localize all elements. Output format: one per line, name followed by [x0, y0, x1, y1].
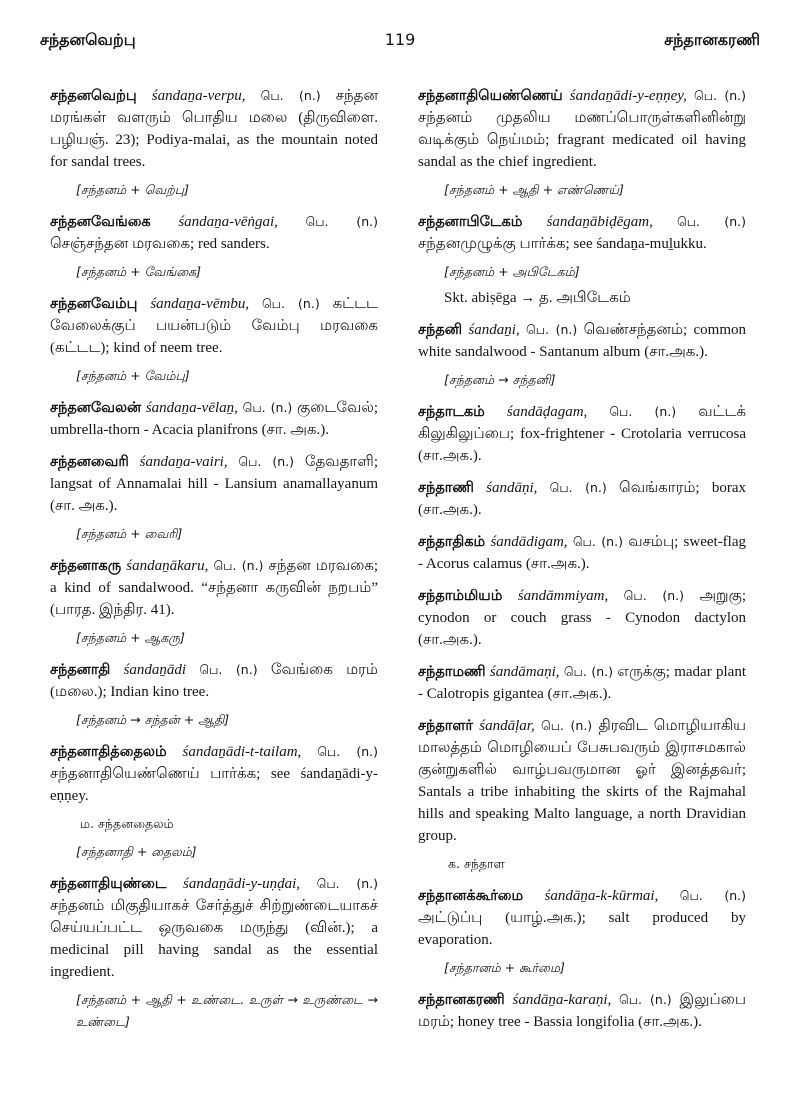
definition: சந்தனம் மிகுதியாகச் சேர்த்துச் சிற்றுண்டையாகச் செய்யப்பட்ட ஒருவகை மருந்து (வின்.); a medicinal pill having sandal as the essential ingredient.: [50, 898, 378, 980]
headword: சந்தனவெற்பு: [50, 88, 137, 104]
definition: சந்தனாதியெண்ணெய் பார்க்க; see śandaṉādi-y-eṇṇey.: [50, 766, 378, 804]
etymology: [சந்தனம் + வேங்கை]: [76, 264, 202, 279]
definition: செஞ்சந்தன மரவகை; red sanders.: [50, 236, 270, 252]
etymology: [சந்தனாதி + தைலம்]: [76, 844, 197, 859]
dictionary-entry: [418, 885, 746, 979]
headword: சந்தாதிகம்: [418, 534, 486, 550]
dictionary-entry: [50, 85, 378, 201]
part-of-speech: பெ. (n.): [260, 88, 321, 103]
dictionary-entry: [50, 555, 378, 649]
cognate: ம. சந்தனதைலம்: [80, 816, 174, 831]
etymology: [சந்தனம் + வெற்பு]: [76, 182, 189, 197]
transliteration: śandaṉi,: [468, 322, 520, 338]
definition: கட்டட வேலைக்குப் பயன்படும் வேம்பு மரவகை (கட்டட); kind of neem tree.: [50, 296, 378, 356]
transliteration: śandaṉākaru,: [126, 558, 209, 574]
transliteration: śandaṉa-vēṅgai,: [178, 214, 278, 230]
headword: சந்தாளர்: [418, 718, 474, 734]
running-head-right: சந்தானகரணி: [664, 30, 760, 49]
transliteration: śandaṉābiḍēgam,: [546, 214, 653, 230]
definition: சந்தனமுழுக்கு பார்க்க; see śandaṉa-muḻukku.: [418, 236, 707, 252]
part-of-speech: பெ. (n.): [213, 558, 264, 573]
cognate: க. சந்தாள: [448, 856, 505, 871]
dictionary-entry: [418, 401, 746, 467]
part-of-speech: பெ. (n.): [316, 876, 378, 891]
part-of-speech: பெ. (n.): [619, 992, 672, 1007]
headword: சந்தனி: [418, 322, 463, 338]
transliteration: śandādigam,: [490, 534, 568, 550]
transliteration: śandaṉādi-y-eṇṇey,: [569, 88, 687, 104]
definition: குடைவேல்; umbrella-thorn - Acacia planifrons (சா. அக.).: [50, 400, 378, 438]
headword: சந்தானக்கூர்மை: [418, 888, 524, 904]
part-of-speech: பெ. (n.): [563, 664, 613, 679]
part-of-speech: பெ. (n.): [541, 718, 593, 733]
headword: சந்தானகரணி: [418, 992, 505, 1008]
definition: அட்டுப்பு (யாழ்.அக.); salt produced by evaporation.: [418, 910, 746, 948]
part-of-speech: பெ. (n.): [679, 888, 746, 903]
etymology: [சந்தனம் + ஆகரு]: [76, 630, 185, 645]
etymology: [சந்தனம் + அபிடேகம்]: [444, 264, 580, 279]
definition: வேங்கை மரம் (மலை.); Indian kino tree.: [50, 662, 378, 700]
dictionary-entry: [418, 211, 746, 309]
part-of-speech: பெ. (n.): [526, 322, 578, 337]
part-of-speech: பெ. (n.): [317, 744, 378, 759]
definition: தேவதாளி; langsat of Annamalai hill - Lansium anamallayanum (சா. அக.).: [50, 454, 378, 514]
page-header: [40, 30, 760, 54]
headword: சந்தனவைரி: [50, 454, 129, 470]
part-of-speech: பெ. (n.): [676, 214, 747, 229]
headword: சந்தனாதியெண்ணெய்: [418, 88, 563, 104]
part-of-speech: பெ. (n.): [199, 662, 258, 677]
dictionary-entry: [418, 85, 746, 201]
definition: சந்தன மரவகை; a kind of sandalwood. “சந்தனா கருவின் நறபம்” (பாரத. இந்திர. 41).: [50, 558, 379, 618]
dictionary-entry: [418, 531, 746, 575]
headword: சந்தனாதியுண்டை: [50, 876, 167, 892]
headword: சந்தனவேலன்: [50, 400, 142, 416]
transliteration: śandāṉa-k-kūrmai,: [544, 888, 659, 904]
definition: வட்டக் கிலுகிலுப்பை; fox-frightener - Crotolaria verrucosa (சா.அக.).: [418, 404, 747, 464]
transliteration: śandāmaṇi,: [489, 664, 560, 680]
dictionary-entry: [50, 659, 378, 731]
etymology: [சந்தானம் + கூர்மை]: [444, 960, 565, 975]
part-of-speech: பெ. (n.): [242, 400, 293, 415]
transliteration: śandaṉa-vēmbu,: [150, 296, 250, 312]
headword: சந்தாமணி: [418, 664, 486, 680]
dictionary-entry: [50, 741, 378, 863]
dictionary-entry: [50, 293, 378, 387]
part-of-speech: பெ. (n.): [693, 88, 746, 103]
etymology: [சந்தனம் → சந்தன் + ஆதி]: [76, 712, 230, 727]
etymology: [சந்தனம் + ஆதி + உண்டை. உருள் → உருண்டை → உண்டை]: [76, 992, 378, 1029]
etymology: [சந்தனம் + வேம்பு]: [76, 368, 190, 383]
transliteration: śandāḷar,: [479, 718, 535, 734]
part-of-speech: பெ. (n.): [609, 404, 677, 419]
definition: சந்தனம் முதலிய மணப்பொருள்களினின்று வடிக்கும் நெய்மம்; fragrant medicated oil having sandal as the chief ingredient.: [418, 110, 746, 170]
headword: சந்தாடகம்: [418, 404, 485, 420]
part-of-speech: பெ. (n.): [238, 454, 295, 469]
dictionary-entry: [50, 451, 378, 545]
transliteration: śandāmmiyam,: [517, 588, 609, 604]
transliteration: śandaṉādi-t-tailam,: [182, 744, 302, 760]
transliteration: śandaṉa-verpu,: [151, 88, 246, 104]
definition: திரவிட மொழியாகிய மாலத்தம் மொழியைப் பேசுபவரும் இராசமகால் குன்றுகளில் வாழ்பவருமான ஓர் இனத்தவர்; Santals a tribe inhabiting the skirts of the Rajmahal hills and speaking Malto language, a north Dravidian group.: [418, 718, 746, 844]
part-of-speech: பெ. (n.): [623, 588, 684, 603]
headword: சந்தாணி: [418, 480, 474, 496]
headword: சந்தனவேம்பு: [50, 296, 138, 312]
headword: சந்தனாகரு: [50, 558, 122, 574]
transliteration: śandaṉa-vēlaṉ,: [145, 400, 238, 416]
etymology: [சந்தனம் + வைரி]: [76, 526, 183, 541]
definition: வசம்பு; sweet-flag - Acorus calamus (சா.அக.).: [418, 534, 747, 572]
headword: சந்தனாபிடேகம்: [418, 214, 523, 230]
definition: வெங்காரம்; borax (சா.அக.).: [418, 480, 746, 518]
transliteration: śandaṉādi-y-uṇḍai,: [182, 876, 301, 892]
dictionary-entry: [418, 989, 746, 1033]
definition: எருக்கு; madar plant - Calotropis gigantea (சா.அக.).: [418, 664, 747, 702]
transliteration: śandaṉādi: [123, 662, 187, 678]
definition: அறுகு; cynodon or couch grass - Cynodon dactylon (சா.அக.).: [418, 588, 747, 648]
running-head-left: சந்தனவெற்பு: [40, 30, 136, 49]
right-column: [418, 85, 746, 1043]
transliteration: śandāṇi,: [486, 480, 538, 496]
headword: சந்தனாதித்தைலம்: [50, 744, 167, 760]
transliteration: śandāṉa-karaṇi,: [512, 992, 612, 1008]
definition: வெண்சந்தனம்; common white sandalwood - Santanum album (சா.அக.).: [418, 322, 746, 360]
dictionary-entry: [418, 585, 746, 651]
etymology-note: Skt. abiṣēga → த. அபிடேகம்: [444, 290, 631, 306]
transliteration: śandaṉa-vairi,: [139, 454, 228, 470]
dictionary-entry: [418, 319, 746, 391]
definition: சந்தன மரங்கள் வளரும் பொதிய மலை (திருவிளை. பழியஞ். 23); Podiya-malai, as the mountain noted for sandal trees.: [50, 88, 378, 170]
dictionary-entry: [50, 211, 378, 283]
dictionary-entry: [50, 397, 378, 441]
left-column: [50, 85, 378, 1043]
etymology: [சந்தனம் → சந்தனி]: [444, 372, 556, 387]
dictionary-entry: [50, 873, 378, 1033]
part-of-speech: பெ. (n.): [261, 296, 320, 311]
dictionary-entry: [418, 477, 746, 521]
part-of-speech: பெ. (n.): [549, 480, 607, 495]
headword: சந்தனாதி: [50, 662, 111, 678]
dictionary-entry: [418, 715, 746, 875]
transliteration: śandāḍagam,: [506, 404, 588, 420]
etymology: [சந்தனம் + ஆதி + எண்ணெய்]: [444, 182, 624, 197]
headword: சந்தாம்மியம்: [418, 588, 503, 604]
dictionary-entry: [418, 661, 746, 705]
part-of-speech: பெ. (n.): [572, 534, 623, 549]
headword: சந்தனவேங்கை: [50, 214, 151, 230]
page-number: 119: [384, 30, 416, 49]
definition: இலுப்பை மரம்; honey tree - Bassia longifolia (சா.அக.).: [418, 992, 746, 1030]
part-of-speech: பெ. (n.): [305, 214, 378, 229]
